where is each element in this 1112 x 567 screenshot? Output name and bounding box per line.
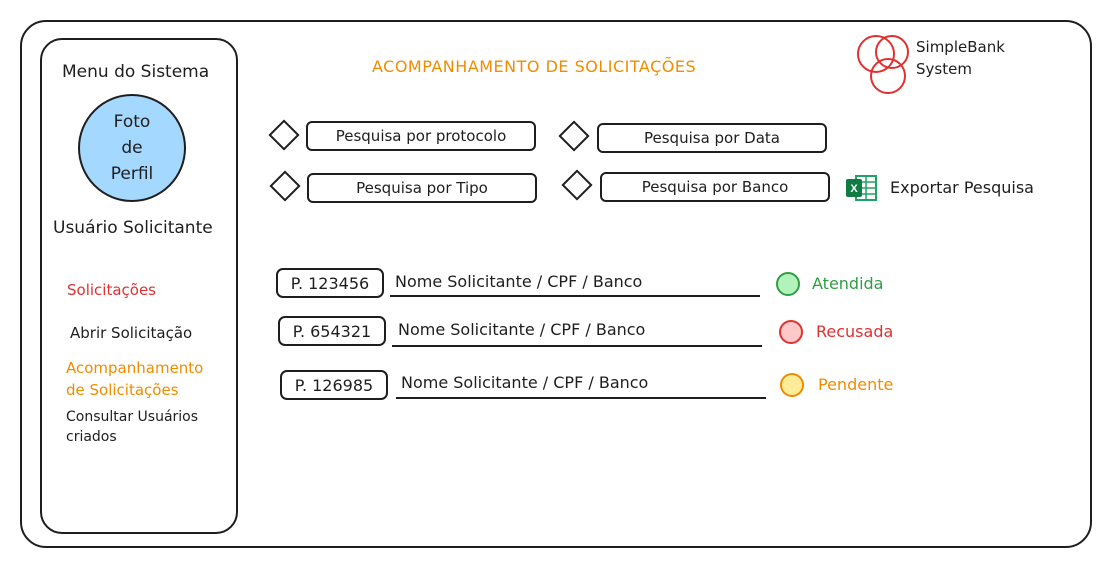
sidebar-item-acompanhamento[interactable]: Acompanhamento de Solicitações [66, 359, 204, 399]
user-label: Usuário Solicitante [53, 218, 213, 238]
export-search-button[interactable]: Exportar Pesquisa [890, 178, 1034, 197]
sidebar-item-consultar-usuarios[interactable]: Consultar Usuários criados [66, 409, 199, 445]
status-recusada-icon [779, 320, 803, 344]
row-divider [396, 397, 766, 399]
status-atendida-icon [776, 272, 800, 296]
request-info[interactable]: Nome Solicitante / CPF / Banco [395, 272, 643, 291]
row-divider [392, 345, 762, 347]
menu-title: Menu do Sistema [62, 62, 210, 82]
search-by-type[interactable]: Pesquisa por Tipo [307, 173, 537, 203]
logo-icon [852, 30, 916, 102]
search-by-date[interactable]: Pesquisa por Data [597, 123, 827, 153]
status-label: Atendida [812, 274, 884, 293]
status-pendente-icon [780, 373, 804, 397]
protocol-badge[interactable]: P. 654321 [278, 316, 386, 346]
row-divider [390, 295, 760, 297]
avatar[interactable]: Foto de Perfil [78, 94, 186, 202]
status-label: Pendente [818, 375, 894, 394]
search-by-bank[interactable]: Pesquisa por Banco [600, 172, 830, 202]
protocol-badge[interactable]: P. 126985 [280, 370, 388, 400]
request-info[interactable]: Nome Solicitante / CPF / Banco [398, 320, 646, 339]
protocol-badge[interactable]: P. 123456 [276, 268, 384, 298]
sidebar-item-abrir-solicitacao[interactable]: Abrir Solicitação [70, 324, 193, 342]
page-title: ACOMPANHAMENTO DE SOLICITAÇÕES [372, 57, 697, 76]
sidebar-item-solicitacoes[interactable]: Solicitações [67, 281, 156, 299]
request-info[interactable]: Nome Solicitante / CPF / Banco [401, 373, 649, 392]
excel-icon[interactable] [846, 174, 878, 202]
svg-text:X: X [850, 183, 858, 195]
brand-name: SimpleBank System [916, 38, 1005, 78]
search-by-protocol[interactable]: Pesquisa por protocolo [306, 121, 536, 151]
status-label: Recusada [816, 322, 894, 341]
